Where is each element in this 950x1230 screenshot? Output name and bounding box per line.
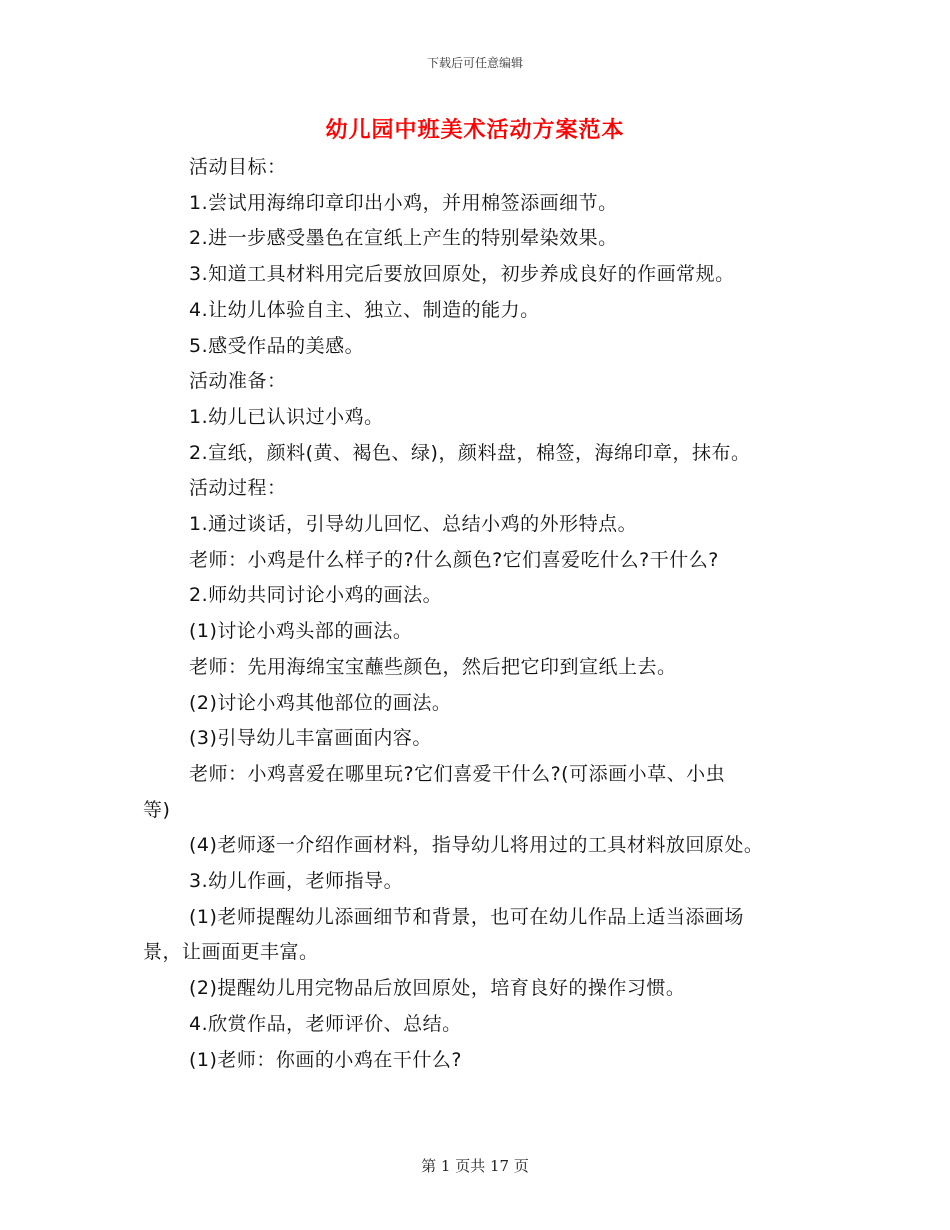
- body-line: (3)引导幼儿丰富画面内容。: [189, 727, 432, 750]
- body-line: 2.宣纸，颜料(黄、褐色、绿)，颜料盘，棉签，海绵印章，抹布。: [189, 441, 751, 464]
- body-line: 3.知道工具材料用完后要放回原处，初步养成良好的作画常规。: [189, 263, 735, 286]
- page-footer: 第 1 页共 17 页: [421, 1157, 529, 1175]
- body-line: (1)讨论小鸡头部的画法。: [189, 620, 413, 643]
- body-line: 1.尝试用海绵印章印出小鸡，并用棉签添画细节。: [189, 191, 618, 214]
- body-line: (2)提醒幼儿用完物品后放回原处，培育良好的操作习惯。: [189, 977, 686, 1000]
- body-line: 老师：先用海绵宝宝蘸些颜色，然后把它印到宣纸上去。: [189, 655, 677, 678]
- body-line: (2)讨论小鸡其他部位的画法。: [189, 691, 452, 714]
- body-line: 活动过程：: [189, 477, 287, 500]
- body-line: 老师：小鸡喜爱在哪里玩?它们喜爱干什么?(可添画小草、小虫: [189, 762, 726, 785]
- body-line: 2.进一步感受墨色在宣纸上产生的特别晕染效果。: [189, 227, 618, 250]
- body-line: 等): [143, 798, 171, 821]
- body-line: 1.通过谈话，引导幼儿回忆、总结小鸡的外形特点。: [189, 513, 638, 536]
- body-line: (1)老师提醒幼儿添画细节和背景，也可在幼儿作品上适当添画场: [189, 905, 744, 928]
- body-line: 景，让画面更丰富。: [143, 941, 319, 964]
- body-line: 1.幼儿已认识过小鸡。: [189, 405, 384, 428]
- document-title: 幼儿园中班美术活动方案范本: [325, 118, 625, 143]
- body-line: 4.欣赏作品，老师评价、总结。: [189, 1012, 462, 1035]
- body-line: 老师：小鸡是什么样子的?什么颜色?它们喜爱吃什么?干什么?: [189, 548, 719, 571]
- body-line: 活动准备：: [189, 370, 287, 393]
- body-line: 2.师幼共同讨论小鸡的画法。: [189, 584, 443, 607]
- body-line: 5.感受作品的美感。: [189, 334, 365, 357]
- body-line: 3.幼儿作画，老师指导。: [189, 870, 404, 893]
- header-note: 下载后可任意编辑: [426, 56, 523, 70]
- body-line: 4.让幼儿体验自主、独立、制造的能力。: [189, 298, 540, 321]
- body-line: 活动目标：: [189, 156, 287, 178]
- body-line: (4)老师逐一介绍作画材料，指导幼儿将用过的工具材料放回原处。: [189, 834, 764, 857]
- body-line: (1)老师：你画的小鸡在干什么?: [189, 1048, 462, 1071]
- document-body: [143, 150, 823, 1078]
